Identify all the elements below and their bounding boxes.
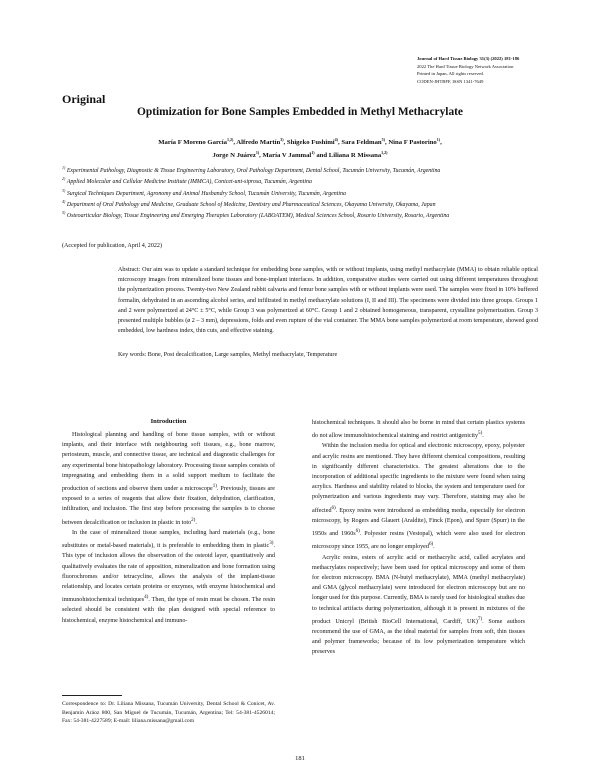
paragraph-text: . Then, the type of resin must be chosen. The resin selected should be consistent with the plan designed with special reference to histochemical, enzyme histochemical and immuno- [62, 597, 275, 624]
author-sup: 1) [436, 137, 441, 142]
affiliation-text: Osteoarticular Biology, Tissue Engineering and Emerging Therapies Laboratory (LABOATEM), Medical Sciences School, Rosario University, Rosario, Argentina [66, 213, 450, 220]
author-sup: 1,2) [381, 150, 388, 156]
citation-sup: 5) [478, 430, 483, 437]
author-sep: , [440, 139, 442, 147]
paragraph-text: Histological planning and handling of bone tissue samples, with or without implants, and their interface with neighbouring soft tissues, e.g., bone marrow, periosteum, muscle, and connective tissue, are technical and diagnostic challenges for any experimental bone histopathology laboratory. Processing tissue samples consists of impregnating and embedding them in a solid support medium to facilitate the production of sections and observe them under a microscope [62, 432, 275, 493]
body-paragraph [312, 418, 525, 441]
page-number: 181 [295, 755, 305, 762]
affiliation-item [62, 164, 542, 175]
section-label: Original [62, 92, 106, 106]
author-name: , Nina F Pastorino [385, 139, 437, 147]
citation-sup: 3) [269, 540, 274, 547]
author-name: Jorge N Juárez [212, 152, 256, 160]
author-name: , Sara Feldman [338, 139, 382, 147]
affiliation-sup: 3) [62, 187, 66, 193]
author-name: , Alfredo Martín [233, 139, 281, 147]
citation-sup: 2) [191, 516, 196, 523]
citation-sup: 6) [331, 504, 336, 511]
journal-info [417, 55, 562, 85]
author-sup: 1,2) [226, 137, 234, 142]
paragraph-text: . [482, 433, 484, 440]
affiliation-text: Experimental Pathology, Diagnostic & Tissue Engineering Laboratory, Oral Pathology Department, Dental School, Tucumán University, Tucumán, Argentina [66, 167, 441, 174]
correspondence-note: Correspondence to: Dr. Liliana Missana, Tucumán University, Dental School & Conicet, Av. Benjamín Aráoz 800, San Miguel de Tucumán, Tucumán, Argentina; Tel: 54-381-4526014; Fax: 54-381-4227589; E-mail: liliana.missana@gmail.com [62, 701, 275, 725]
affiliation-item [62, 198, 542, 209]
paper-title: Optimization for Bone Samples Embedded in Methyl Methacrylate [137, 106, 463, 118]
accepted-date: (Accepted for publication, April 4, 2022) [62, 243, 163, 249]
author-line-2 [90, 148, 510, 161]
author-name: , Shigeko Fushimi [283, 139, 335, 147]
journal-copyright: 2022 The Hard Tissue Biology Network Association [417, 63, 514, 69]
body-paragraph [312, 441, 525, 552]
section-heading-introduction: Introduction [150, 418, 187, 425]
citation-sup: 7) [477, 615, 483, 622]
affiliation-text: Applied Molecular and Cellular Medicine Institute (IMMCA), Conicet-unt-siprosa, Tucumán, Argentina [66, 179, 312, 186]
author-name: , María V Jammal [259, 152, 312, 160]
paragraph-text: . Epoxy resins were introduced as embedding media, especially for electron microscopy, by Rogers and Glauert (Araldite), Finck (Epon), and Spurr (Spurr) in the 1950s and 1960s [312, 507, 525, 538]
paragraph-text: . Previously, tissues are exposed to a series of reagents that allow their fixation, dehydration, clarification, infiltration, and inclusion. The first step before processing the samples is to choose between decalcification or inclusion in plastic in toto [62, 486, 275, 526]
affiliation-item [62, 187, 542, 198]
keywords: Key words: Bone, Post decalcification, Large samples, Methyl methacrylate, Temperature [118, 352, 338, 358]
body-paragraph [312, 553, 525, 658]
paragraph-text: . This type of inclusion allows the observation of the osteoid layer, quantitatively and qualitatively evaluates the rate of apposition, mineralization and bone formation using fluorochromes and/or tetracycline, allows the analysis of the implant-tissue relationship, and locates certain proteins or enzymes, with enzyme histochemical and immunohistochemical techniques [62, 543, 275, 604]
body-paragraph [62, 430, 275, 528]
citation-sup: 6) [428, 541, 434, 548]
affiliation-item [62, 209, 542, 220]
footnote-divider [62, 695, 122, 696]
affiliation-text: Department of Oral Pathology and Medicine, Graduate School of Medicine, Dentistry and Pharmaceutical Sciences, Okayama University, Okayama, Japan [66, 201, 436, 208]
affiliation-sup: 5) [62, 210, 66, 216]
paragraph-text: histochemical techniques. It should also be borne in mind that certain plastics systems do not allow immunohistochemical staining and restrict antigenicity [312, 420, 525, 440]
paragraph-text: Within the inclusion media for optical and electronic microscopy, epoxy, polyester and acrylic resins are mentioned. They have different chemical compositions, resulting in significantly different characteristics. The greatest alterations due to the incorporation of additional specific ingredients to the mixture were found when using acrylics. Hardness and stability related to blocks, the system and temperature used for polymerization and various ingredients may vary. Therefore, staining may also be affected [312, 443, 525, 514]
author-sup: 1) [255, 150, 260, 156]
journal-printed: Printed in Japan, All rights reserved. [417, 71, 484, 77]
author-name: María F Moreno García [158, 139, 227, 147]
citation-sup: 6) [355, 528, 360, 535]
paragraph-text: . Some authors recommend the use of GMA, as the ideal material for samples from soft, thin tissues and polymer frameworks; because of its low polymerization temperature which preserves [312, 618, 525, 656]
affiliation-text: Surgical Techniques Department, Agronomy and Animal Husbandry School, Tucumán University, Tucumán, Argentina [66, 190, 346, 197]
affiliation-item [62, 175, 542, 186]
author-sup: 3) [280, 137, 284, 142]
paragraph-text: . Polyester resins (Vestopal), which were also used for electron microscopy since 1955, are no longer employed [312, 531, 525, 551]
body-paragraph [62, 528, 275, 626]
journal-name: Journal of Hard Tissue Biology 31(3) (2022) 181-186 [417, 56, 520, 61]
abstract: Abstract: Our aim was to update a standard technique for embedding bone samples, with or without implants, using methyl methacrylate (MMA) to obtain reliable optical microscopy images from mineralized bone tissues and bone-implant interfaces. In addition, comparative studies were carried out using different temperatures throughout the polymerization process. Twenty-two New Zealand rabbit calvaria and femur bone samples with or without implants were used. The samples were fixed in 10% buffered formalin, dehydrated in an ascending alcohol series, and infiltrated in methyl methacrylate solutions (I, II and III). The specimens were divided into three groups. Groups 1 and 2 were polymerized at 24°C ± 5°C, while Group 3 was polymerized at 60°C. Group 1 and 2 obtained homogeneous, transparent, crystalline polymerization. Group 3 presented multiple bubbles (ø 2 – 3 mm), depressions, folds and even rupture of the vial container. The MMA bone samples polymerized at room temperature, showed good embedded, low hardness index, thin cuts, and effective staining. [118, 267, 538, 335]
author-sup: 1) [311, 150, 315, 156]
author-sup: 5) [381, 137, 385, 142]
paragraph-text: Acrylic resins, esters of acrylic acid or methacrylic acid, called acrylates and methacrylates respectively; have been used for optical microscopy and some of them for electron microscopy. BMA (N-butyl methacrylate), MMA (methyl methacrylate) and GMA (glycol methacrylate) were introduced for electron microscopy but are no longer used for this purpose. Currently, BMA is rarely used for histological studies due to technical artifacts during polymerization, although it is present in mixtures of the product Unicryl (British BioCell International, Cardiff, UK) [312, 554, 525, 625]
paragraph-text: . [195, 519, 197, 526]
citation-sup: 1) [212, 483, 217, 490]
left-column [62, 430, 275, 626]
paragraph-text: In the case of mineralized tissue samples, including hard materials (e.g., bone substitutes or metal-based materials), it is preferable to embedding them in plastic [62, 529, 275, 550]
right-column [312, 418, 525, 658]
author-line-1 [90, 135, 510, 148]
journal-issn: CODEN-JHTBFF, ISSN 1341-7649 [417, 78, 484, 84]
author-name: and Liliana R Missana [314, 152, 382, 160]
affiliation-sup: 2) [62, 176, 66, 182]
paragraph-text: . [433, 544, 435, 551]
affiliation-list [62, 164, 542, 220]
affiliation-sup: 4) [62, 198, 66, 204]
citation-sup: 4) [144, 594, 149, 601]
author-sup: 4) [334, 137, 338, 142]
affiliation-sup: 1) [62, 165, 66, 170]
author-list [90, 135, 510, 161]
